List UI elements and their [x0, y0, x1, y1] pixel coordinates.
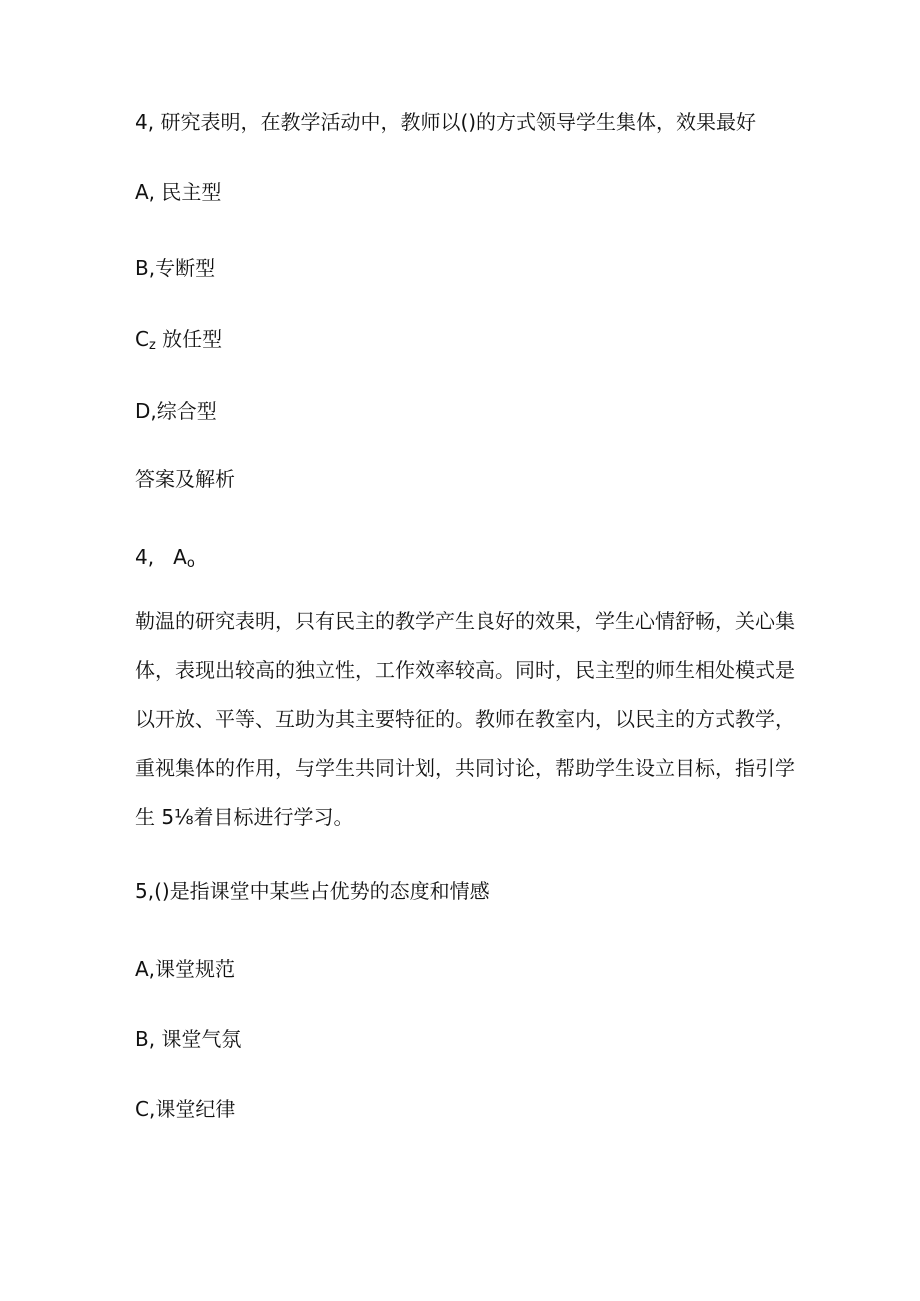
explanation-line: 重视集体的作用，与学生共同计划，共同讨论，帮助学生设立目标，指引学: [135, 756, 795, 780]
answer-number: 4,: [135, 545, 155, 569]
option-c-text: 放任型: [162, 327, 223, 351]
question-5-option-a: A,课堂规范: [135, 957, 236, 981]
question-4-option-b: B,专断型: [135, 256, 216, 280]
explanation-line: 勒温的研究表明，只有民主的教学产生良好的效果，学生心情舒畅，关心集: [135, 609, 795, 633]
explanation-line: 体，表现出较高的独立性，工作效率较高。同时，民主型的师生相处模式是: [135, 658, 795, 682]
answer-letter: A: [173, 545, 187, 569]
question-4-option-c: [135, 327, 222, 358]
explanation-line: 以开放、平等、互助为其主要特征的。教师在教室内，以民主的方式教学，: [135, 707, 795, 731]
question-5-stem: 5,()是指课堂中某些占优势的态度和情感: [135, 879, 490, 903]
question-5-option-b: B, 课堂气氛: [135, 1027, 242, 1051]
question-4-option-d: D,综合型: [135, 399, 217, 423]
answer-mark: o: [186, 556, 195, 571]
answer-line: [135, 545, 195, 576]
option-c-mark: z: [148, 338, 156, 353]
question-4-stem: 4, 研究表明，在教学活动中，教师以()的方式领导学生集体，效果最好: [135, 110, 757, 134]
question-4-option-a: A, 民主型: [135, 180, 222, 204]
answer-heading: 答案及解析: [135, 467, 235, 491]
explanation-line: 生 5⅛着目标进行学习。: [135, 805, 354, 829]
explanation-paragraph: [135, 597, 815, 842]
option-c-letter: C: [135, 327, 149, 351]
question-5-option-c: C,课堂纪律: [135, 1097, 236, 1121]
